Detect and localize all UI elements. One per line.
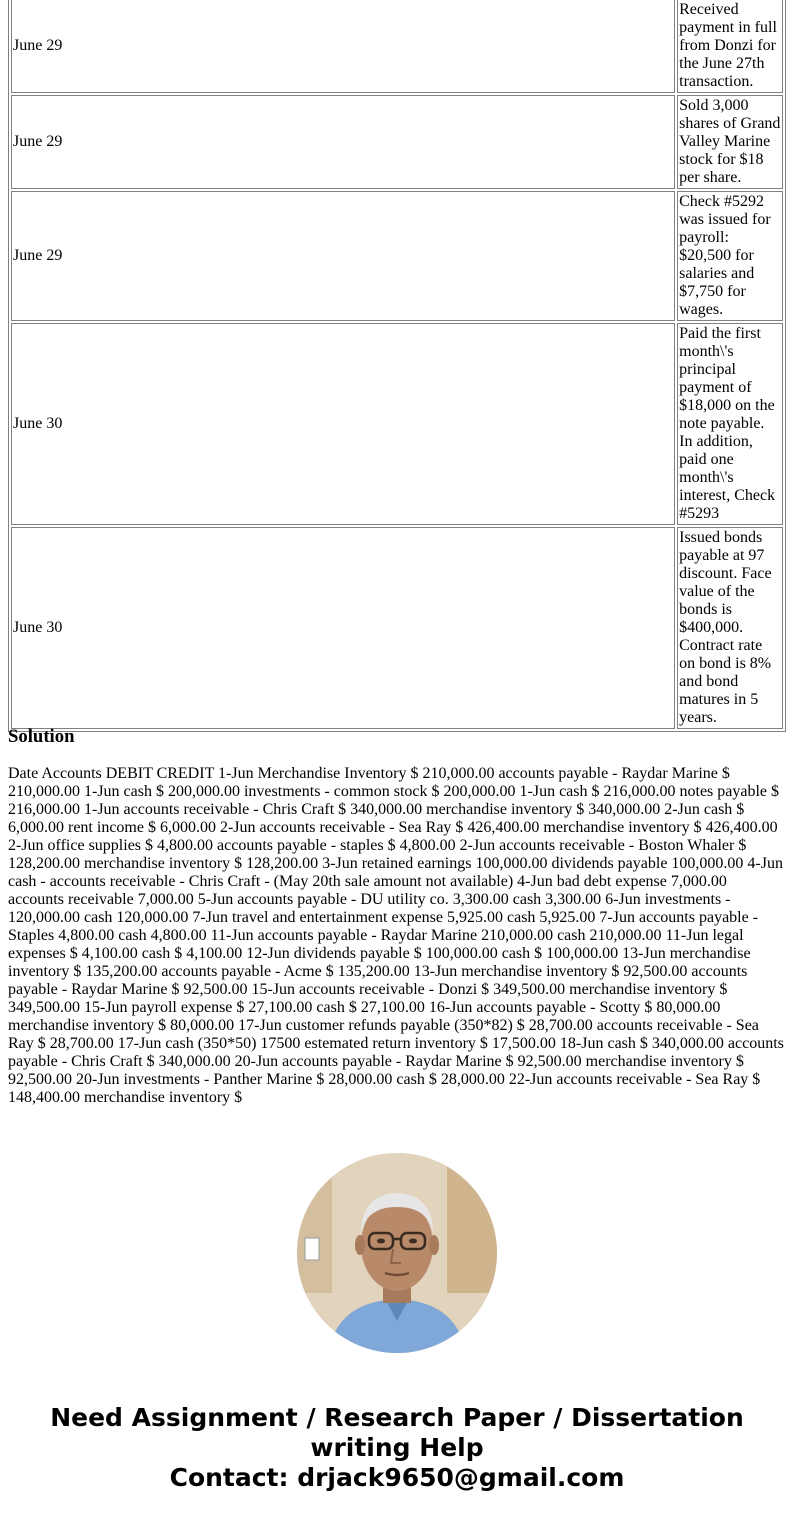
- description-cell: Received payment in full from Donzi for the June 27th transaction.: [677, 0, 783, 93]
- author-avatar: [297, 1153, 497, 1353]
- description-cell: Sold 3,000 shares of Grand Valley Marine stock for $18 per share.: [677, 95, 783, 189]
- solution-heading: Solution: [8, 726, 75, 747]
- date-cell: June 29: [11, 95, 675, 189]
- table-row: [11, 95, 783, 189]
- footer-line-contact-email: Contact: drjack9650@gmail.com: [169, 1463, 625, 1492]
- table-row: [11, 323, 783, 525]
- transactions-table: [8, 0, 786, 732]
- description-cell: Check #5292 was issued for payroll: $20,500 for salaries and $7,750 for wages.: [677, 191, 783, 321]
- author-portrait-image: [297, 1153, 497, 1353]
- date-cell: June 30: [11, 527, 675, 729]
- date-cell: June 29: [11, 191, 675, 321]
- description-cell: Paid the first month\'s principal payment of $18,000 on the note payable. In addition, paid one month\'s interest, Check #5293: [677, 323, 783, 525]
- footer-line-writing-help: writing Help: [310, 1433, 484, 1462]
- solution-text: Date Accounts DEBIT CREDIT 1-Jun Merchandise Inventory $ 210,000.00 accounts payable - Raydar Marine $ 210,000.00 1-Jun cash $ 200,000.00 investments - common stock $ 200,000.00 1-Jun cash $ 216,000.00 notes payable $ 216,000.00 1-Jun accounts receivable - Chris Craft $ 340,000.00 merchandise inventory $ 340,000.00 2-Jun cash $ 6,000.00 rent income $ 6,000.00 2-Jun accounts receivable - Sea Ray $ 426,400.00 merchandise inventory $ 426,400.00 2-Jun office supplies $ 4,800.00 accounts payable - staples $ 4,800.00 2-Jun accounts receivable - Boston Whaler $ 128,200.00 merchandise inventory $ 128,200.00 3-Jun retained earnings 100,000.00 dividends payable 100,000.00 4-Jun cash - accounts receivable - Chris Craft - (May 20th sale amount not available) 4-Jun bad debt expense 7,000.00 accounts receivable 7,000.00 5-Jun accounts payable - DU utility co. 3,300.00 cash 3,300.00 6-Jun investments - 120,000.00 cash 120,000.00 7-Jun travel and entertainment expense 5,925.00 cash 5,925.00 7-Jun accounts payable - Staples 4,800.00 cash 4,800.00 11-Jun accounts payable - Raydar Marine 210,000.00 cash 210,000.00 11-Jun legal expenses $ 4,100.00 cash $ 4,100.00 12-Jun dividends payable $ 100,000.00 cash $ 100,000.00 13-Jun merchandise inventory $ 135,200.00 accounts payable - Acme $ 135,200.00 13-Jun merchandise inventory $ 92,500.00 accounts payable - Raydar Marine $ 92,500.00 15-Jun accounts receivable - Donzi $ 349,500.00 merchandise inventory $ 349,500.00 15-Jun payroll expense $ 27,100.00 cash $ 27,100.00 16-Jun accounts payable - Scotty $ 80,000.00 merchandise inventory $ 80,000.00 17-Jun customer refunds payable (350*82) $ 28,700.00 accounts receivable - Sea Ray $ 28,700.00 17-Jun cash (350*50) 17500 estemated return inventory $ 17,500.00 18-Jun cash $ 340,000.00 accounts payable - Chris Craft $ 340,000.00 20-Jun accounts payable - Raydar Marine $ 92,500.00 merchandise inventory $ 92,500.00 20-Jun investments - Panther Marine $ 28,000.00 cash $ 28,000.00 22-Jun accounts receivable - Sea Ray $ 148,400.00 merchandise inventory $: [8, 765, 784, 1106]
- date-cell: June 30: [11, 323, 675, 525]
- table-row: [11, 191, 783, 321]
- date-cell: June 29: [11, 0, 675, 93]
- footer-line-assignment-help: Need Assignment / Research Paper / Dissertation: [50, 1403, 744, 1432]
- footer-contact-banner: [0, 1403, 794, 1493]
- table-row: [11, 0, 783, 93]
- description-cell: Issued bonds payable at 97 discount. Face value of the bonds is $400,000. Contract rate on bond is 8% and bond matures in 5 years.: [677, 527, 783, 729]
- table-row: [11, 527, 783, 729]
